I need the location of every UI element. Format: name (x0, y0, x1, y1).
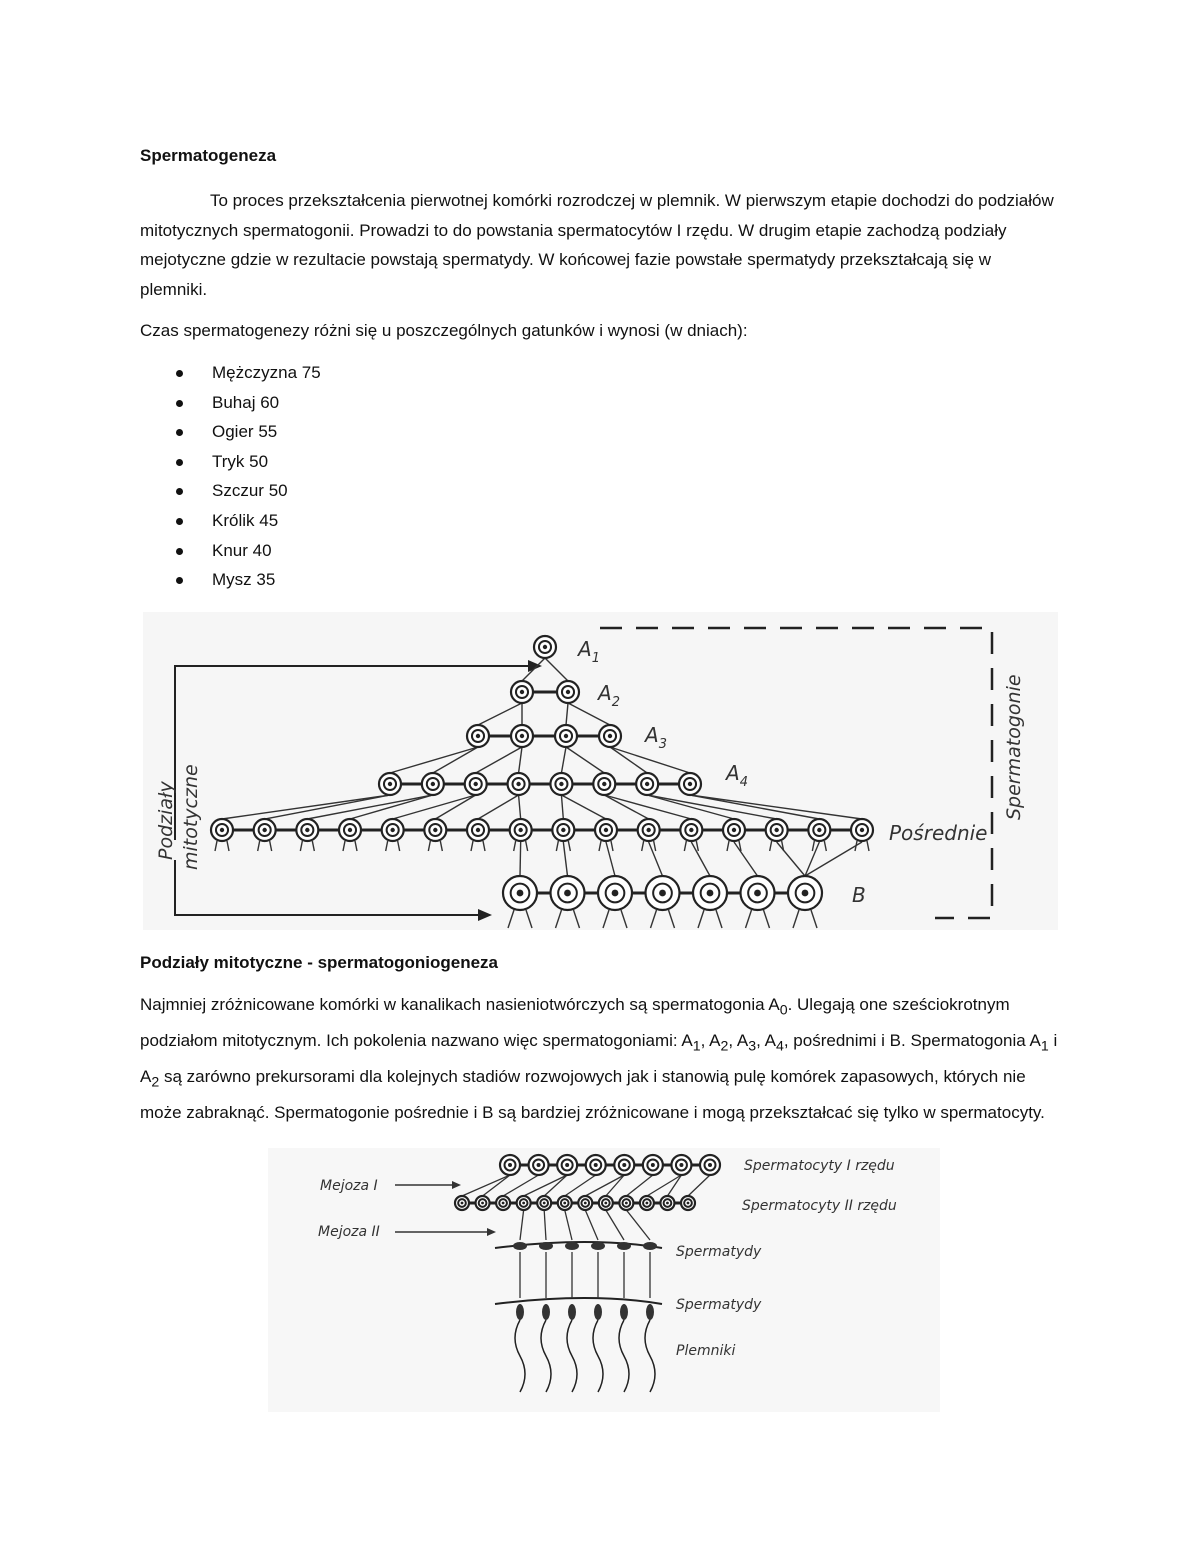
spermatogonium-a2 (557, 681, 579, 703)
spermatocyt-2 (455, 1196, 469, 1210)
label-a4: $A_4$ (726, 761, 748, 790)
spermatogonium-b (741, 876, 775, 910)
spermatid (643, 1242, 657, 1250)
spermatogonium-posrednie (638, 819, 660, 841)
sperm-head (646, 1304, 654, 1320)
list-item: Tryk 50 (140, 447, 321, 477)
list-item: Buhaj 60 (140, 388, 321, 418)
spermatogonium-a1 (534, 636, 556, 658)
section2-heading: Podziały mitotyczne - spermatogoniogeneza (140, 953, 499, 972)
spermatogonium-posrednie (467, 819, 489, 841)
spermatocyt-2 (558, 1196, 572, 1210)
spermatogonium-posrednie (254, 819, 276, 841)
sperm-head (568, 1304, 576, 1320)
spermatocyt-1 (557, 1155, 577, 1175)
spermatocyt-1 (614, 1155, 634, 1175)
spermatogonium-posrednie (296, 819, 318, 841)
section2-paragraph (140, 990, 1060, 1127)
spermatogonium-posrednie (339, 819, 361, 841)
spermatogonium-posrednie (766, 819, 788, 841)
spermatogonium-b (551, 876, 585, 910)
spermatogonium-a3 (511, 725, 533, 747)
label-b: B (852, 883, 866, 907)
label-mitotyczne: mitotyczne (180, 764, 202, 870)
label-posrednie: Pośrednie (889, 821, 988, 845)
spermatogonium-a4 (422, 773, 444, 795)
duration-intro: Czas spermatogenezy różni się u poszczególnych gatunków i wynosi (w dniach): (140, 321, 748, 340)
label-spermatydy1: Spermatydy (676, 1244, 762, 1260)
sperm-head (542, 1304, 550, 1320)
spermatid (565, 1242, 579, 1250)
spermatocyt-2 (599, 1196, 613, 1210)
spermatocyt-2 (476, 1196, 490, 1210)
spermatogonium-posrednie (424, 819, 446, 841)
spermatogonium-posrednie (552, 819, 574, 841)
spermatogonium-posrednie (382, 819, 404, 841)
page-title: Spermatogeneza (140, 146, 277, 165)
list-item: Królik 45 (140, 506, 321, 536)
list-item: Knur 40 (140, 536, 321, 566)
label-a2: $A_2$ (598, 681, 620, 710)
sperm-head (620, 1304, 628, 1320)
spermatogonium-a3 (467, 725, 489, 747)
spermatogonium-a2 (511, 681, 533, 703)
spermatogonium-posrednie (808, 819, 830, 841)
spermatocyt-2 (578, 1196, 592, 1210)
spermatocyt-1 (700, 1155, 720, 1175)
spermatocyt-1 (643, 1155, 663, 1175)
spermatocyt-2 (640, 1196, 654, 1210)
spermatocyt-1 (529, 1155, 549, 1175)
spermatogonium-posrednie (211, 819, 233, 841)
spermatocyt-1 (671, 1155, 691, 1175)
sperm-head (594, 1304, 602, 1320)
spermatogonium-posrednie (510, 819, 532, 841)
spermatogonium-a3 (555, 725, 577, 747)
spermatocyt-2 (619, 1196, 633, 1210)
spermatogonium-b (788, 876, 822, 910)
spermatocyt-2 (496, 1196, 510, 1210)
spermatogonium-posrednie (680, 819, 702, 841)
spermatocyt-1 (586, 1155, 606, 1175)
spermatogonium-b (646, 876, 680, 910)
label-mejoza1: Mejoza I (320, 1178, 378, 1194)
spermatogonium-b (503, 876, 537, 910)
label-podzialy: Podziały (155, 781, 177, 860)
label-a3: $A_3$ (645, 723, 667, 752)
spermatogonium-a4 (679, 773, 701, 795)
spermatogonium-a4 (636, 773, 658, 795)
spermatogonium-a4 (593, 773, 615, 795)
list-item: Mysz 35 (140, 565, 321, 595)
intro-text: To proces przekształcenia pierwotnej komórki rozrodczej w plemnik. W pierwszym etapie dochodzi do podziałów mitotycznych spermatogonii. Prowadzi to do powstania spermatocytów I rzędu. W drugim etapie zachodzą podziały mejotyczne gdzie w rezultacie powstają spermatydy. W końcowej fazie powstałe spermatydy przekształcają się w plemniki. (140, 191, 1054, 299)
spermatocyt-1 (500, 1155, 520, 1175)
spermatocyt-2 (517, 1196, 531, 1210)
list-item: Szczur 50 (140, 476, 321, 506)
spermatocyt-2 (537, 1196, 551, 1210)
spermatogonium-a4 (550, 773, 572, 795)
spermatid (513, 1242, 527, 1250)
spermatogonium-a4 (508, 773, 530, 795)
spermatogonium-posrednie (851, 819, 873, 841)
spermatogonium-b (598, 876, 632, 910)
label-spermatydy2: Spermatydy (676, 1297, 762, 1313)
spermatogonium-a3 (599, 725, 621, 747)
label-mejoza2: Mejoza II (318, 1224, 380, 1240)
sperm-head (516, 1304, 524, 1320)
spermatocyt-2 (681, 1196, 695, 1210)
list-item: Mężczyzna 75 (140, 358, 321, 388)
spermatogonium-a4 (465, 773, 487, 795)
label-spermatogonie: Spermatogonie (1003, 674, 1025, 820)
spermatid (591, 1242, 605, 1250)
spermatogonium-b (693, 876, 727, 910)
spermatogonium-posrednie (595, 819, 617, 841)
label-spermatocyty2: Spermatocyty II rzędu (742, 1198, 897, 1214)
spermatid (539, 1242, 553, 1250)
label-spermatocyty1: Spermatocyty I rzędu (744, 1158, 895, 1174)
label-plemniki: Plemniki (676, 1343, 736, 1359)
list-item: Ogier 55 (140, 417, 321, 447)
spermatogonium-a4 (379, 773, 401, 795)
spermatocyt-2 (660, 1196, 674, 1210)
spermatid (617, 1242, 631, 1250)
label-a1: $A_1$ (578, 637, 600, 666)
spermatogonium-posrednie (723, 819, 745, 841)
section2-text: Najmniej zróżnicowane komórki w kanalikach nasieniotwórczych są spermatogonia $A_0$. Ulegają one sześciokrotnym podziałom mitotycznym. Ich pokolenia nazwano więc spermatogoniami: $A_1$, $A_2$, $A_3$, $A_4$, pośrednimi i B. Spermatogonia $A_1$ i $A_2$ są zarówno prekursorami dla kolejnych stadiów rozwojowych jak i stanowią pulę komórek zapasowych, których nie może zabraknąć. Spermatogonie pośrednie i B są bardziej zróżnicowane i mogą przekształcać się tylko w spermatocyty. (140, 995, 1058, 1122)
